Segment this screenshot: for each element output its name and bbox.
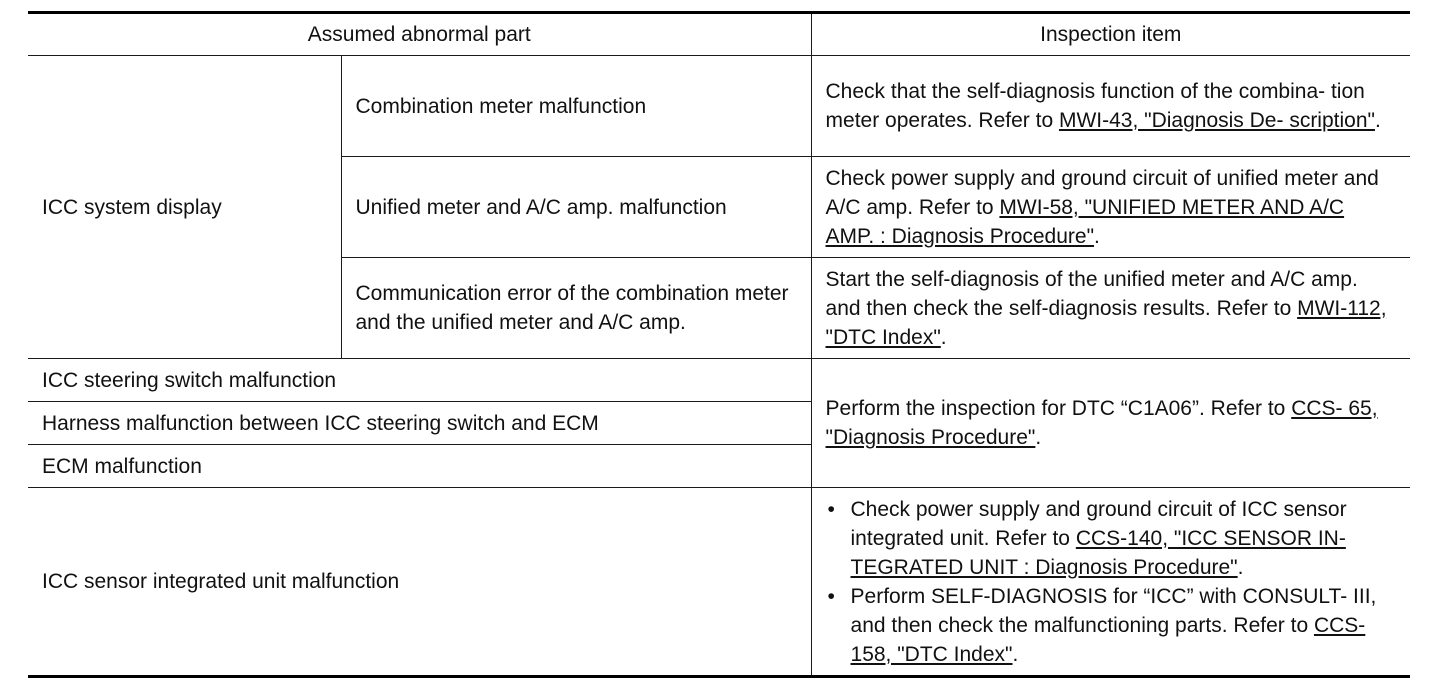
bullet-icon: •: [827, 497, 835, 521]
reference-link[interactable]: MWI-112, "DTC Index": [825, 296, 1387, 349]
inspection-communication-error: [811, 258, 1410, 359]
part-icc-steering-switch: ICC steering switch malfunction: [28, 359, 811, 402]
reference-link[interactable]: CCS-140, "ICC SENSOR IN- TEGRATED UNIT : Diagnosis Procedure": [850, 526, 1346, 579]
reference-link[interactable]: MWI-58, "UNIFIED METER AND A/C AMP. : Diagnosis Procedure": [825, 195, 1345, 248]
reference-link[interactable]: CCS- 65, "Diagnosis Procedure": [825, 397, 1378, 449]
inspection-text: Check that the self-diagnosis function of the combina- tion meter operates. Refer to: [825, 80, 1365, 132]
table-row: [28, 359, 1410, 402]
list-item: [826, 582, 1397, 669]
inspection-text-end: .: [1012, 642, 1019, 666]
inspection-text: Check power supply and ground circuit of ICC sensor integrated unit. Refer to: [850, 497, 1347, 550]
inspection-text: Check power supply and ground circuit of unified meter and A/C amp. Refer to: [825, 166, 1379, 219]
inspection-text-end: .: [1094, 224, 1100, 248]
part-harness-malfunction: Harness malfunction between ICC steering switch and ECM: [28, 402, 811, 445]
inspection-combination-meter: [811, 56, 1410, 157]
inspection-text-end: .: [940, 325, 947, 349]
inspection-text-end: .: [1035, 426, 1042, 449]
part-ecm-malfunction: ECM malfunction: [28, 445, 811, 488]
inspection-bullet-list: [826, 495, 1397, 669]
part-unified-meter: Unified meter and A/C amp. malfunction: [341, 157, 811, 258]
header-assumed-abnormal-part: Assumed abnormal part: [28, 13, 811, 56]
list-item: [826, 495, 1397, 582]
diagnosis-table: [28, 11, 1410, 678]
table-row: [28, 488, 1410, 677]
reference-link[interactable]: CCS-158, "DTC Index": [850, 613, 1366, 666]
inspection-steering-switch-group: [811, 359, 1410, 488]
icc-system-display-cell: ICC system display: [28, 56, 341, 359]
header-inspection-item: Inspection item: [811, 13, 1410, 56]
inspection-icc-sensor-unit: [811, 488, 1410, 677]
inspection-text: Perform SELF-DIAGNOSIS for “ICC” with CONSULT- III, and then check the malfunctioning parts. Refer to: [850, 584, 1377, 637]
inspection-text-end: .: [1374, 109, 1381, 132]
inspection-text: Perform the inspection for DTC “C1A06”. Refer to: [825, 397, 1292, 420]
inspection-text: Start the self-diagnosis of the unified meter and A/C amp. and then check the self-diagnosis results. Refer to: [825, 267, 1358, 320]
bullet-icon: •: [827, 584, 835, 608]
reference-link[interactable]: MWI-43, "Diagnosis De- scription": [1058, 109, 1375, 132]
part-communication-error: Communication error of the combination meter and the unified meter and A/C amp.: [341, 258, 811, 359]
table-header-row: [28, 13, 1410, 56]
table-row: [28, 56, 1410, 157]
part-icc-sensor-unit: ICC sensor integrated unit malfunction: [28, 488, 811, 677]
part-combination-meter: Combination meter malfunction: [341, 56, 811, 157]
inspection-unified-meter: [811, 157, 1410, 258]
inspection-text-end: .: [1237, 555, 1244, 579]
